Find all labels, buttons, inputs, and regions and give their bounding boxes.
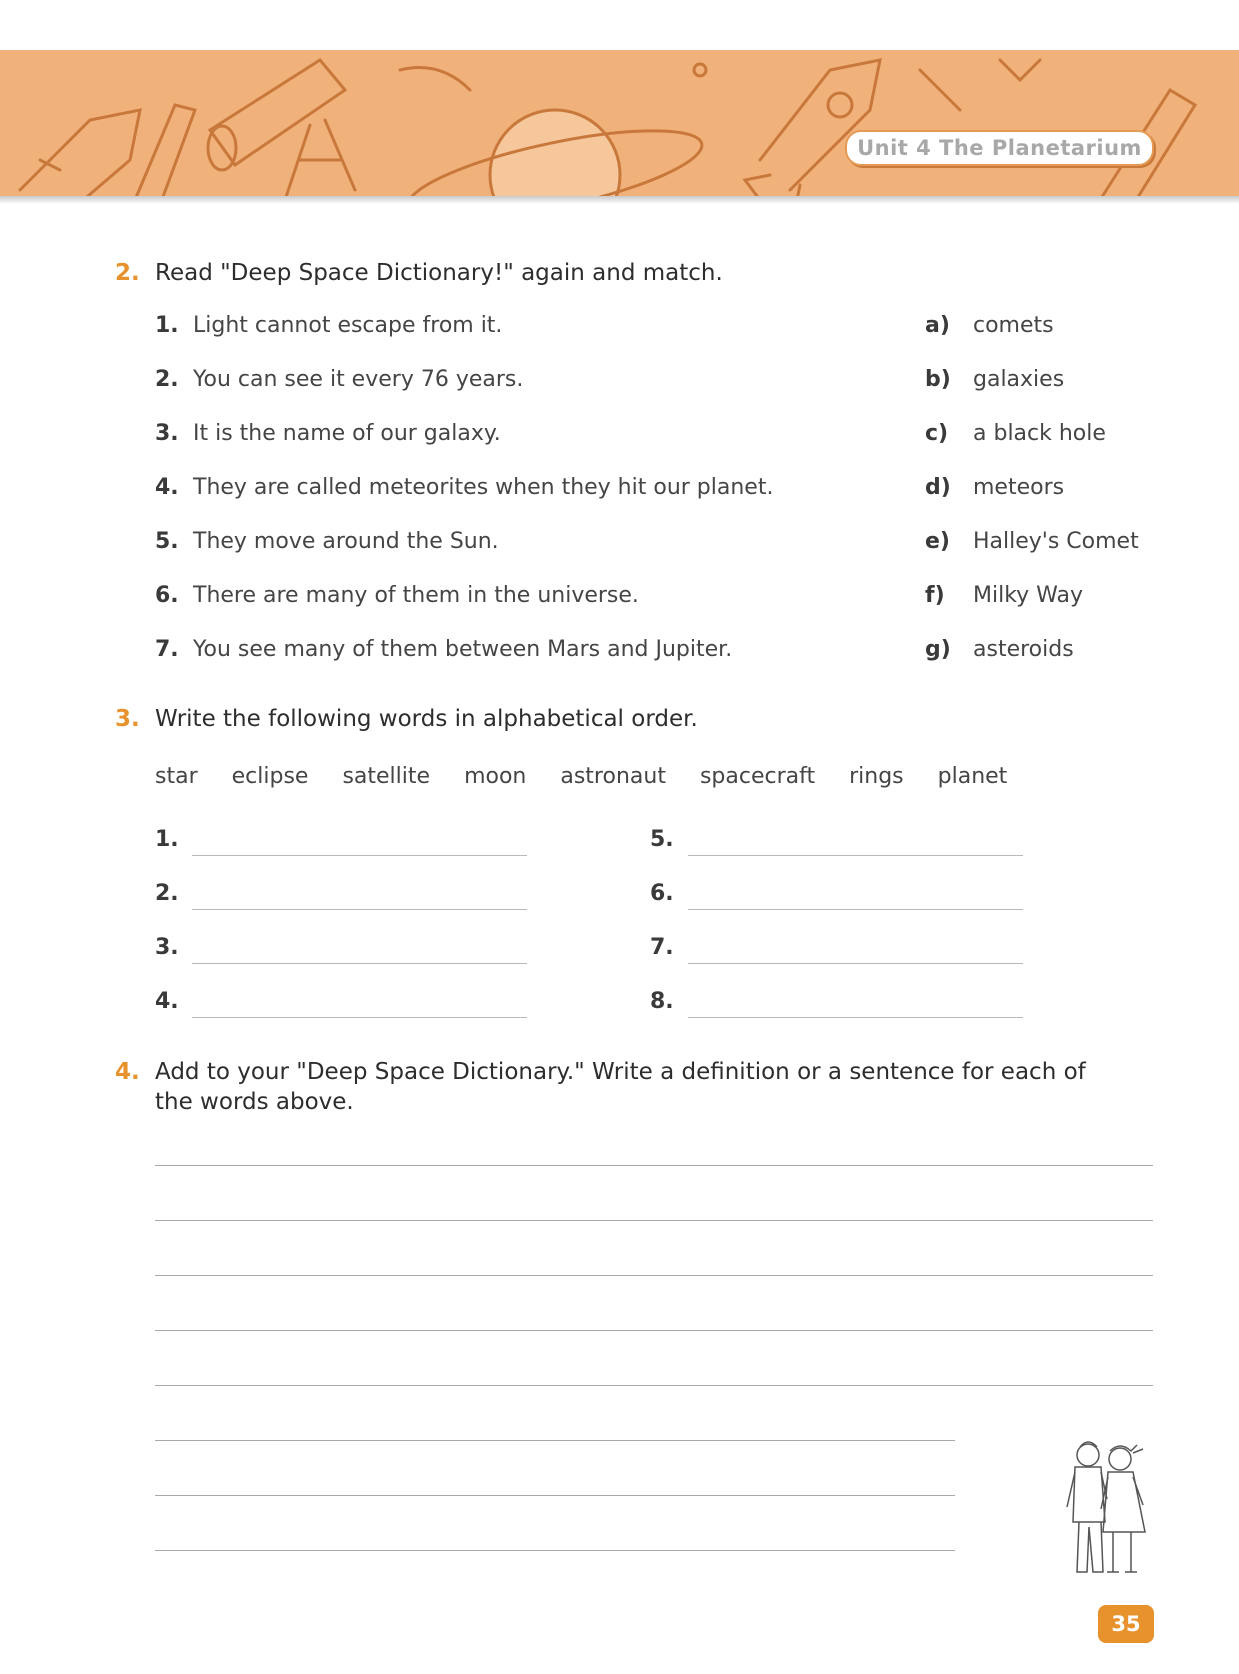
match-item: 5. They move around the Sun.: [155, 529, 499, 554]
word: satellite: [342, 764, 431, 789]
blank-number: 3.: [155, 935, 179, 960]
word: star: [155, 764, 198, 789]
exercise-2-number: 2.: [115, 260, 140, 286]
blank-number: 6.: [650, 881, 674, 906]
exercise-2-instruction: Read "Deep Space Dictionary!" again and match.: [155, 260, 723, 286]
writing-line[interactable]: [155, 1440, 955, 1441]
match-item: 7. You see many of them between Mars and Jupiter.: [155, 637, 733, 662]
exercise-4-heading: [115, 1057, 1086, 1117]
word: eclipse: [231, 764, 309, 789]
word: planet: [937, 764, 1008, 789]
match-option: f) Milky Way: [925, 583, 1084, 608]
match-option: e) Halley's Comet: [925, 529, 1139, 554]
match-item: 4. They are called meteorites when they hit our planet.: [155, 475, 774, 500]
match-option: b) galaxies: [925, 367, 1065, 392]
blank-number: 8.: [650, 989, 674, 1014]
blank-number: 7.: [650, 935, 674, 960]
match-item: 2. You can see it every 76 years.: [155, 367, 524, 392]
writing-line[interactable]: [155, 1330, 1153, 1331]
exercise-4-instruction-line2: the words above.: [155, 1089, 354, 1115]
exercise-3-number: 3.: [115, 706, 140, 732]
blank-number: 4.: [155, 989, 179, 1014]
word: spacecraft: [699, 764, 816, 789]
match-item: 6. There are many of them in the universe.: [155, 583, 639, 608]
answer-line[interactable]: [192, 855, 527, 856]
answer-line[interactable]: [688, 963, 1023, 964]
writing-line[interactable]: [155, 1495, 955, 1496]
writing-line[interactable]: [155, 1165, 1153, 1166]
answer-line[interactable]: [192, 963, 527, 964]
answer-line[interactable]: [688, 909, 1023, 910]
banner-shadow: [0, 196, 1239, 204]
match-option: a) comets: [925, 313, 1054, 338]
header-banner: [0, 50, 1239, 200]
blank-number: 1.: [155, 827, 179, 852]
writing-line[interactable]: [155, 1220, 1153, 1221]
exercise-3-instruction: Write the following words in alphabetical order.: [155, 706, 698, 732]
writing-line[interactable]: [155, 1275, 1153, 1276]
match-option: g) asteroids: [925, 637, 1074, 662]
answer-line[interactable]: [192, 909, 527, 910]
space-doodles-illustration: [0, 50, 1239, 200]
exercise-2-heading: [115, 260, 723, 286]
children-illustration: [1063, 1437, 1153, 1582]
match-option: d) meteors: [925, 475, 1065, 500]
match-item: 1. Light cannot escape from it.: [155, 313, 503, 338]
exercise-3-heading: [115, 706, 698, 732]
exercise-4-instruction-line1: Add to your "Deep Space Dictionary." Write a definition or a sentence for each of: [155, 1059, 1086, 1085]
word: moon: [464, 764, 527, 789]
unit-title-badge: Unit 4 The Planetarium: [845, 130, 1154, 166]
blank-number: 2.: [155, 881, 179, 906]
writing-line[interactable]: [155, 1550, 955, 1551]
match-option: c) a black hole: [925, 421, 1106, 446]
blank-number: 5.: [650, 827, 674, 852]
exercise-4-number: 4.: [115, 1059, 140, 1085]
word: rings: [849, 764, 904, 789]
page-number: 35: [1098, 1605, 1154, 1643]
answer-line[interactable]: [688, 855, 1023, 856]
word-bank: [155, 764, 1034, 789]
answer-line[interactable]: [688, 1017, 1023, 1018]
match-item: 3. It is the name of our galaxy.: [155, 421, 501, 446]
word: astronaut: [560, 764, 666, 789]
answer-line[interactable]: [192, 1017, 527, 1018]
writing-line[interactable]: [155, 1385, 1153, 1386]
